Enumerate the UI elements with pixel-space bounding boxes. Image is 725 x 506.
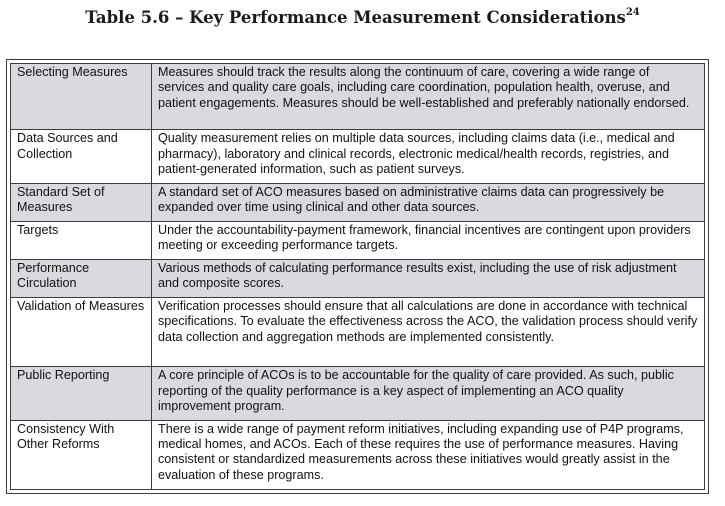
row-label: Data Sources and Collection: [11, 130, 152, 183]
table-row: [11, 298, 705, 367]
row-label: Consistency With Other Reforms: [11, 420, 152, 489]
row-description: Verification processes should ensure that all calculations are done in accordance with technical specifications. To evaluate the effectiveness across the ACO, the validation process should verify data collection and aggregation methods are implemented consistently.: [152, 298, 705, 367]
table-row: [11, 420, 705, 489]
table-row: [11, 221, 705, 259]
row-description: Quality measurement relies on multiple data sources, including claims data (i.e., medical and pharmacy), laboratory and clinical records, electronic medical/health records, registries, and patient-generated information, such as patient surveys.: [152, 130, 705, 183]
table-row: [11, 183, 705, 221]
table-frame: [6, 59, 709, 494]
considerations-table: [10, 63, 705, 490]
row-description: Measures should track the results along the continuum of care, covering a wide range of services and quality care goals, including care coordination, population health, overuse, and patient engagements. Measures should be well-established and preferably nationally endorsed.: [152, 64, 705, 130]
table-row: [11, 130, 705, 183]
title-footnote: 24: [625, 6, 640, 18]
row-label: Validation of Measures: [11, 298, 152, 367]
row-label: Targets: [11, 221, 152, 259]
row-description: A core principle of ACOs is to be accountable for the quality of care provided. As such, public reporting of the quality performance is a key aspect of implementing an ACO quality improvement program.: [152, 367, 705, 420]
row-label: Performance Circulation: [11, 259, 152, 297]
row-description: Various methods of calculating performance results exist, including the use of risk adjustment and composite scores.: [152, 259, 705, 297]
table-row: [11, 367, 705, 420]
table-title-text: Table 5.6 – Key Performance Measurement Considerations: [85, 8, 626, 27]
row-description: A standard set of ACO measures based on administrative claims data can progressively be expanded over time using clinical and other data sources.: [152, 183, 705, 221]
table-row: [11, 259, 705, 297]
row-label: Standard Set of Measures: [11, 183, 152, 221]
row-description: Under the accountability-payment framework, financial incentives are contingent upon providers meeting or exceeding performance targets.: [152, 221, 705, 259]
row-description: There is a wide range of payment reform initiatives, including expanding use of P4P programs, medical homes, and ACOs. Each of these requires the use of performance measures. Having consistent or standardized measurements across these initiatives would greatly assist in the evaluation of these programs.: [152, 420, 705, 489]
table-title: [0, 8, 725, 27]
row-label: Selecting Measures: [11, 64, 152, 130]
table-row: [11, 64, 705, 130]
row-label: Public Reporting: [11, 367, 152, 420]
